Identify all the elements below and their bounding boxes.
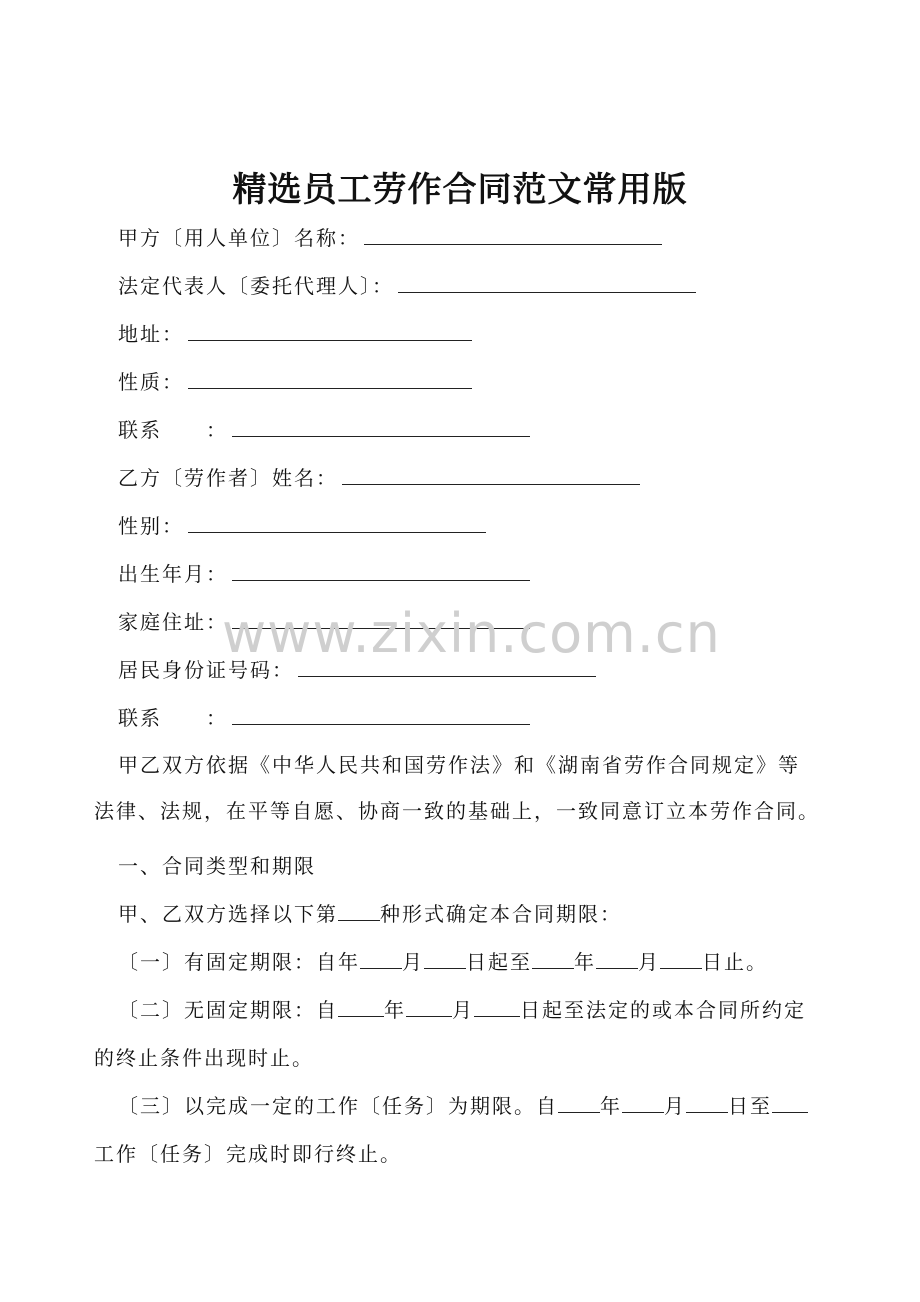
opt3-d: 日至 bbox=[728, 1094, 772, 1118]
document-title: 精选员工劳作合同范文常用版 bbox=[232, 170, 688, 210]
fill-blank[interactable] bbox=[622, 1092, 664, 1113]
field-label: 法定代表人〔委托代理人〕： bbox=[118, 274, 394, 298]
choose-text-b: 种形式确定本合同期限： bbox=[380, 902, 622, 926]
opt1-a: 〔一〕有固定期限：自年 bbox=[118, 950, 360, 974]
fill-blank[interactable] bbox=[660, 948, 702, 969]
field-nature bbox=[118, 366, 472, 395]
fill-blank[interactable] bbox=[342, 464, 640, 485]
fill-blank[interactable] bbox=[338, 900, 380, 921]
fill-blank[interactable] bbox=[686, 1092, 728, 1113]
fill-blank[interactable] bbox=[364, 224, 662, 245]
field-employee-name bbox=[118, 462, 640, 491]
field-label: 联系 ： bbox=[118, 706, 228, 730]
fill-blank[interactable] bbox=[398, 272, 696, 293]
field-label: 出生年月： bbox=[118, 562, 228, 586]
option-2-line bbox=[118, 994, 806, 1023]
field-legal-rep bbox=[118, 270, 696, 299]
opt1-c: 日起至 bbox=[466, 950, 532, 974]
opt3-a: 〔三〕以完成一定的工作〔任务〕为期限。自 bbox=[118, 1094, 558, 1118]
field-label: 性别： bbox=[118, 514, 184, 538]
fill-blank[interactable] bbox=[232, 416, 530, 437]
fill-blank[interactable] bbox=[188, 368, 472, 389]
fill-blank[interactable] bbox=[532, 948, 574, 969]
fill-blank[interactable] bbox=[188, 320, 472, 341]
option-2-line-2: 的终止条件出现时止。 bbox=[94, 1046, 314, 1070]
fill-blank[interactable] bbox=[360, 948, 402, 969]
field-label: 乙方〔劳作者〕姓名： bbox=[118, 466, 338, 490]
opt1-f: 日止。 bbox=[702, 950, 768, 974]
fill-blank[interactable] bbox=[406, 996, 452, 1017]
intro-line-1: 甲乙双方依据《中华人民共和国劳作法》和《湖南省劳作合同规定》等 bbox=[118, 753, 800, 777]
choose-text-a: 甲、乙双方选择以下第 bbox=[118, 902, 338, 926]
field-label: 联系 ： bbox=[118, 418, 228, 442]
opt1-d: 年 bbox=[574, 950, 596, 974]
fill-blank[interactable] bbox=[188, 512, 486, 533]
fill-blank[interactable] bbox=[596, 948, 638, 969]
fill-blank[interactable] bbox=[232, 560, 530, 581]
fill-blank[interactable] bbox=[474, 996, 520, 1017]
section-heading: 一、合同类型和期限 bbox=[118, 854, 316, 878]
fill-blank[interactable] bbox=[558, 1092, 600, 1113]
intro-line-2: 法律、法规，在平等自愿、协商一致的基础上，一致同意订立本劳作合同。 bbox=[94, 799, 820, 823]
fill-blank[interactable] bbox=[772, 1092, 808, 1113]
fill-blank[interactable] bbox=[338, 996, 384, 1017]
fill-blank[interactable] bbox=[424, 948, 466, 969]
opt2-b: 年 bbox=[384, 998, 406, 1022]
field-contact-employee bbox=[118, 702, 530, 731]
field-gender bbox=[118, 510, 486, 539]
watermark: www.zixin.com.cn bbox=[222, 602, 721, 665]
option-3-line-2: 工作〔任务〕完成时即行终止。 bbox=[94, 1142, 402, 1166]
opt1-b: 月 bbox=[402, 950, 424, 974]
field-label: 甲方〔用人单位〕名称： bbox=[118, 226, 360, 250]
field-label: 居民身份证号码： bbox=[118, 658, 294, 682]
opt2-a: 〔二〕无固定期限：自 bbox=[118, 998, 338, 1022]
option-3-line bbox=[118, 1090, 808, 1119]
opt2-c: 月 bbox=[452, 998, 474, 1022]
opt2-d: 日起至法定的或本合同所约定 bbox=[520, 998, 806, 1022]
option-1-line bbox=[118, 946, 768, 975]
field-contact-employer bbox=[118, 414, 530, 443]
field-address bbox=[118, 318, 472, 347]
fill-blank[interactable] bbox=[232, 704, 530, 725]
field-label: 地址： bbox=[118, 322, 184, 346]
field-label: 性质： bbox=[118, 370, 184, 394]
field-employer-name bbox=[118, 222, 662, 251]
field-label: 家庭住址： bbox=[118, 610, 228, 634]
field-birth bbox=[118, 558, 530, 587]
opt3-c: 月 bbox=[664, 1094, 686, 1118]
opt1-e: 月 bbox=[638, 950, 660, 974]
choose-form-line bbox=[118, 898, 622, 927]
opt3-b: 年 bbox=[600, 1094, 622, 1118]
intro-paragraph bbox=[94, 742, 834, 834]
